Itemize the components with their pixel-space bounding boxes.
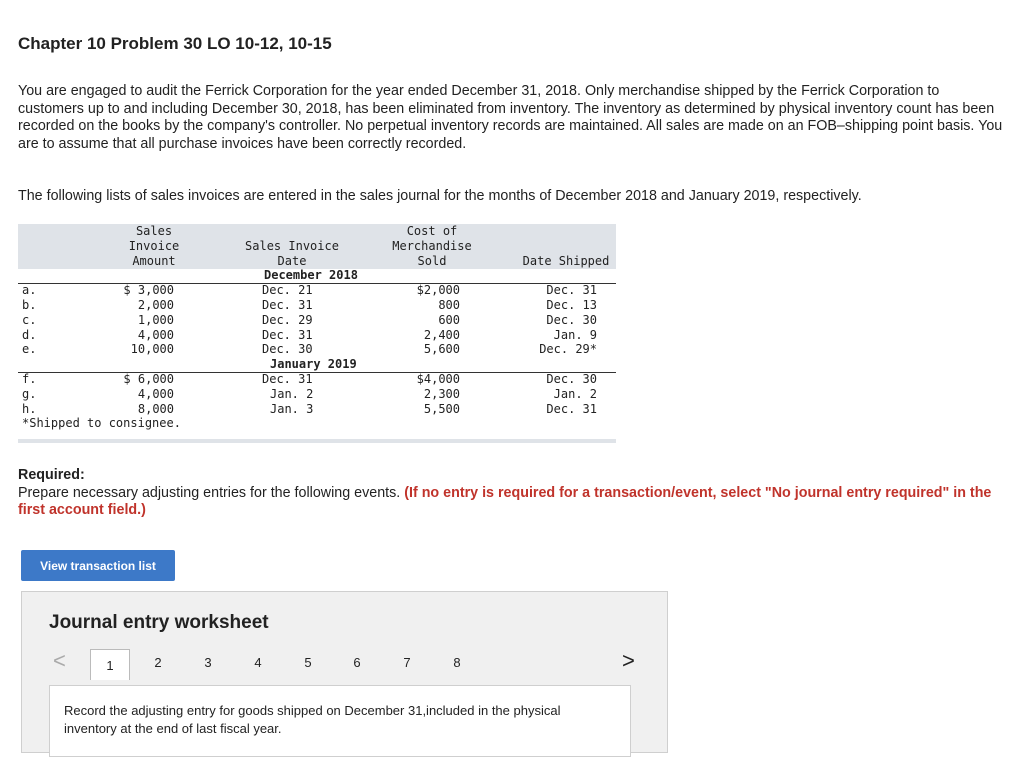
intro-paragraph: You are engaged to audit the Ferrick Corporation for the year ended December 31, 2018. Only merchandise shipped by the Ferrick Corporation to customers up to and including December 30, 2018, has been eliminated from inventory. The inventory as determined by physical inventory count has been recorded on the books by the company's controller. No perpetual inventory records are maintained. All sales are made on an FOB–shipping point basis. You are to assume that all purchase invoices have been correctly recorded. xyxy=(18,83,1003,152)
worksheet-step-7[interactable]: 7 xyxy=(403,654,411,670)
worksheet-step-4[interactable]: 4 xyxy=(254,654,262,670)
row-label: e. xyxy=(22,342,37,357)
row-label: d. xyxy=(22,327,37,342)
required-note: (If no entry is required for a transaction/event, select "No journal entry required" in the first account field.) xyxy=(18,484,992,519)
row-amount: 4,000 xyxy=(137,386,174,401)
row-label: g. xyxy=(22,386,37,401)
row-shipped: Dec. 31 xyxy=(546,401,597,416)
table-footnote: *Shipped to consignee. xyxy=(22,416,181,430)
row-shipped: Dec. 13 xyxy=(546,298,597,312)
chevron-left-icon[interactable]: < xyxy=(53,648,66,673)
required-label: Required: xyxy=(18,467,85,483)
row-date: Dec. 31 xyxy=(262,372,313,386)
intro-paragraph-2: The following lists of sales invoices are entered in the sales journal for the months of December 2018 and January 2019, respectively. xyxy=(18,188,862,204)
table-bottom-bar xyxy=(18,439,616,443)
row-amount: 8,000 xyxy=(137,401,174,416)
header-cost: Cost of Merchandise Sold xyxy=(392,224,472,268)
row-amount: 1,000 xyxy=(137,312,174,327)
view-transaction-list-button[interactable]: View transaction list xyxy=(21,550,175,581)
header-amount: Sales Invoice Amount xyxy=(128,224,180,268)
worksheet-step-1[interactable]: 1 xyxy=(90,649,130,680)
row-date: Dec. 21 xyxy=(262,283,313,298)
row-amount: 10,000 xyxy=(130,342,174,357)
row-amount: 2,000 xyxy=(137,298,174,312)
chevron-right-icon[interactable]: > xyxy=(622,648,635,673)
row-label: b. xyxy=(22,298,37,312)
required-text: Prepare necessary adjusting entries for the following events. xyxy=(18,484,405,501)
row-cost: 2,300 xyxy=(423,386,460,401)
row-date: Jan. 3 xyxy=(270,401,314,416)
worksheet-step-5[interactable]: 5 xyxy=(304,654,312,670)
worksheet-step-2[interactable]: 2 xyxy=(154,654,162,670)
row-shipped: Dec. 30 xyxy=(546,312,597,327)
row-date: Dec. 29 xyxy=(262,312,313,327)
worksheet-step-8[interactable]: 8 xyxy=(453,654,461,670)
row-amount: $ 3,000 xyxy=(123,283,174,298)
section-january: January 2019 xyxy=(270,357,357,372)
worksheet-panel xyxy=(49,685,631,757)
sales-invoice-table xyxy=(18,224,616,444)
row-cost: 5,600 xyxy=(423,342,460,357)
row-date: Jan. 2 xyxy=(270,386,314,401)
row-cost: 5,500 xyxy=(423,401,460,416)
header-shipped: Date Shipped xyxy=(522,253,610,268)
section-december: December 2018 xyxy=(264,268,358,283)
worksheet-step-6[interactable]: 6 xyxy=(353,654,361,670)
row-label: h. xyxy=(22,401,37,416)
worksheet-instruction: Record the adjusting entry for goods shipped on December 31,included in the physical inventory at the end of last fiscal year. xyxy=(64,703,561,736)
row-cost: 800 xyxy=(438,298,460,312)
required-section xyxy=(18,467,1008,520)
page-title: Chapter 10 Problem 30 LO 10-12, 10-15 xyxy=(18,34,332,53)
row-label: c. xyxy=(22,312,37,327)
row-shipped: Dec. 30 xyxy=(546,372,597,386)
row-shipped: Jan. 9 xyxy=(553,327,597,342)
row-date: Dec. 31 xyxy=(262,298,313,312)
row-shipped: Jan. 2 xyxy=(553,386,597,401)
row-label: f. xyxy=(22,372,37,386)
journal-entry-worksheet xyxy=(21,591,668,753)
row-shipped: Dec. 29* xyxy=(539,342,597,357)
row-date: Dec. 31 xyxy=(262,327,313,342)
row-label: a. xyxy=(22,283,37,298)
header-date: Sales Invoice Date xyxy=(245,238,339,268)
row-shipped: Dec. 31 xyxy=(546,283,597,298)
worksheet-step-nav xyxy=(22,649,667,679)
worksheet-title: Journal entry worksheet xyxy=(49,612,269,633)
row-date: Dec. 30 xyxy=(262,342,313,357)
row-amount: 4,000 xyxy=(137,327,174,342)
row-cost: $2,000 xyxy=(416,283,460,298)
row-cost: 600 xyxy=(438,312,460,327)
row-cost: $4,000 xyxy=(416,372,460,386)
row-cost: 2,400 xyxy=(423,327,460,342)
row-amount: $ 6,000 xyxy=(123,372,174,386)
worksheet-step-3[interactable]: 3 xyxy=(204,654,212,670)
